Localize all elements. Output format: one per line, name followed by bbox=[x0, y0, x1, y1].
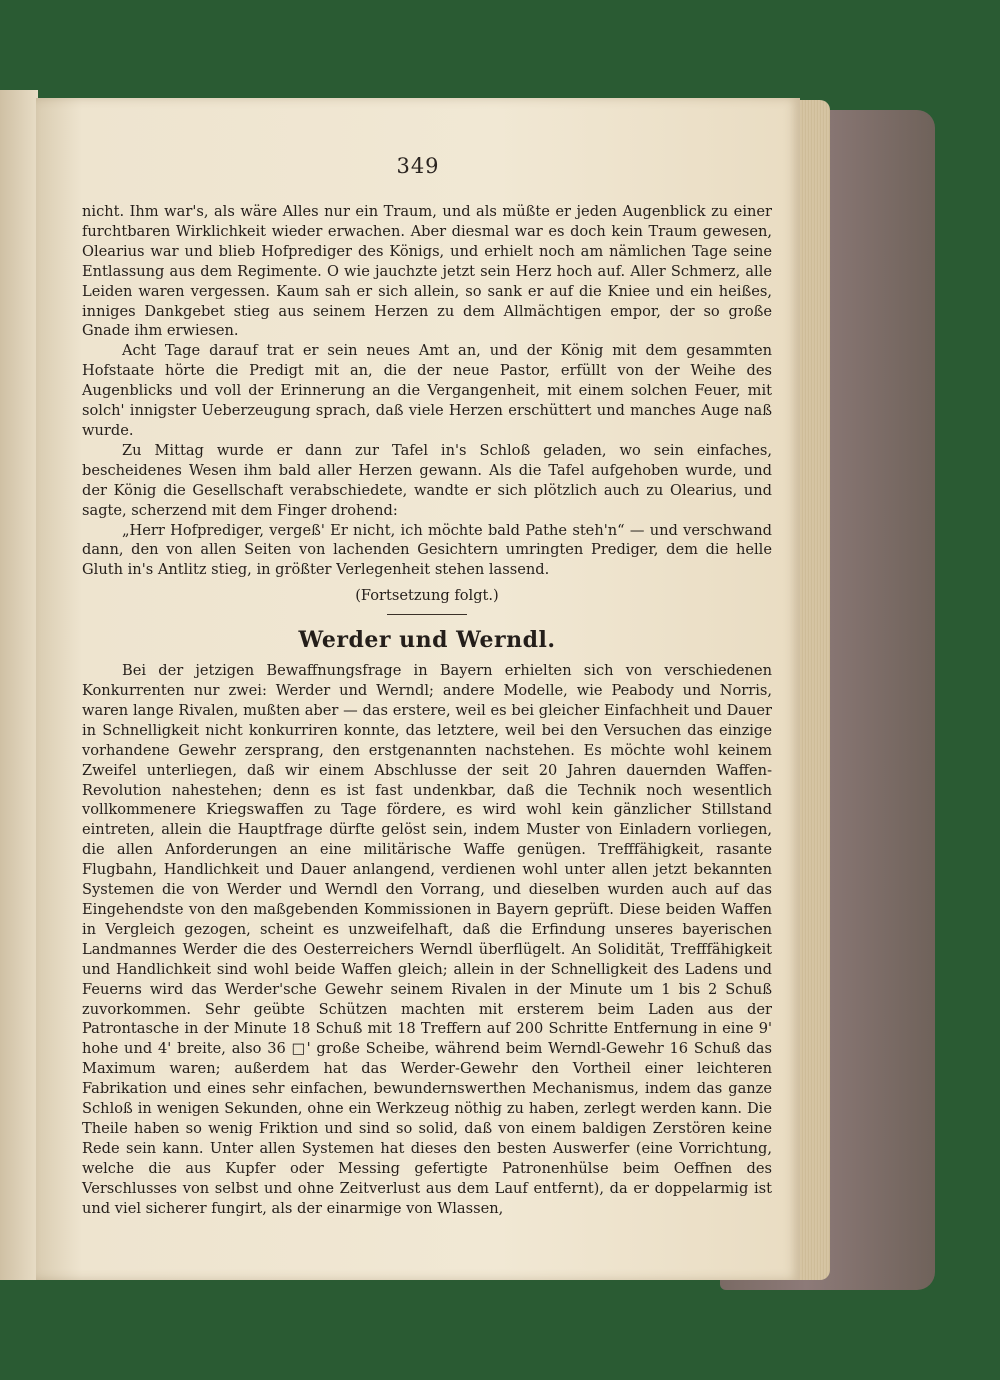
previous-page-edge bbox=[0, 90, 38, 1280]
page-number: 349 bbox=[396, 154, 440, 178]
page-text bbox=[82, 202, 772, 1219]
story-paragraph: nicht. Ihm war's, als wäre Alles nur ein Traum, und als müßte er jeden Augenblick zu einer furchtbaren Wirklichkeit wieder erwachen. Aber diesmal war es doch kein Traum gewesen, Olearius war und blieb Hofprediger des Königs, und erhielt noch am nämlichen Tage seine Entlassung aus dem Regimente. O wie jauchzte jetzt sein Herz hoch auf. Aller Schmerz, alle Leiden waren vergessen. Kaum sah er sich allein, so sank er auf die Kniee und ein heißes, inniges Dankgebet stieg aus seinem Herzen zu dem Allmächtigen empor, der so große Gnade ihm erwiesen. bbox=[82, 203, 772, 340]
story-paragraph: „Herr Hofprediger, vergeß' Er nicht, ich möchte bald Pathe steh'n“ — und verschwand dann, den von allen Seiten von lachenden Gesichtern umringten Prediger, dem die helle Gluth in's Antlitz stieg, in größter Verlegenheit stehen lassend. bbox=[82, 521, 772, 579]
story-paragraph: Acht Tage darauf trat er sein neues Amt an, und der König mit dem gesammten Hofstaate hörte die Predigt mit an, die der neue Pastor, erfüllt von der Weihe des Augenblicks und voll der Erinnerung an die Vergangenheit, mit einem solchen Feuer, mit solch' innigster Ueberzeugung sprach, daß viele Herzen erschüttert und manches Auge naß wurde. bbox=[82, 342, 772, 439]
book-page bbox=[36, 98, 800, 1280]
continued-note: (Fortsetzung folgt.) bbox=[355, 587, 499, 605]
article-title: Werder und Werndl. bbox=[298, 627, 556, 654]
article-paragraph: Bei der jetzigen Bewaffnungsfrage in Bayern erhielten sich von verschiedenen Konkurrenten nur zwei: Werder und Werndl; andere Modelle, wie Peabody und Norris, waren lange Rivalen, mußten aber — das erstere, weil es bei gleicher Einfachheit und Dauer in Schnelligkeit nicht konkurriren konnte, das letztere, weil bei den Versuchen das einzige vorhandene Gewehr zersprang, den erstgenannten nachstehen. Es möchte wohl keinem Zweifel unterliegen, daß wir einem Abschlusse der seit 20 Jahren dauernden Waffen-Revolution nahestehen; denn es ist fast undenkbar, daß die Technik noch wesentlich vollkommenere Kriegswaffen zu Tage fördere, es wird wohl kein gänzlicher Stillstand eintreten, allein die Hauptfrage dürfte gelöst sein, indem Muster von Einladern vorliegen, die allen Anforderungen an eine militärische Waffe genügen. Trefffähigkeit, rasante Flugbahn, Handlichkeit und Dauer anlangend, verdienen wohl unter allen jetzt bekannten Systemen die von Werder und Werndl den Vorrang, und dieselben wurden auch auf das Eingehendste von den maßgebenden Kommissionen in Bayern geprüft. Diese beiden Waffen in Vergleich gezogen, scheint es unzweifelhaft, daß die Erfindung unseres bayerischen Landmannes Werder die des Oesterreichers Werndl überflügelt. An Solidität, Trefffähigkeit und Handlichkeit sind wohl beide Waffen gleich; allein in der Schnelligkeit des Ladens und Feuerns wird das Werder'sche Gewehr seinem Rivalen in der Minute um 1 bis 2 Schuß zuvorkommen. Sehr geübte Schützen machten mit ersterem beim Laden aus der Patrontasche in der Minute 18 Schuß mit 18 Treffern auf 200 Schritte Entfernung in eine 9' hohe und 4' breite, also 36 □' große Scheibe, während beim Werndl-Gewehr 16 Schuß das Maximum waren; außerdem hat das Werder-Gewehr den Vortheil einer leichteren Fabrikation und eines sehr einfachen, bewundernswerthen Mechanismus, indem das ganze Schloß in wenigen Sekunden, ohne ein Werkzeug nöthig zu haben, zerlegt werden kann. Die Theile haben so wenig Friktion und sind so solid, daß von einem baldigen Zerstören keine Rede sein kann. Unter allen Systemen hat dieses den besten Auswerfer (eine Vorrichtung, welche die aus Kupfer oder Messing gefertigte Patronenhülse beim Oeffnen des Verschlusses von selbst und ohne Zeitverlust aus dem Lauf entfernt), da er doppelarmig ist und viel sicherer fungirt, als der einarmige von Wlassen, bbox=[82, 662, 772, 1217]
section-divider bbox=[387, 614, 467, 615]
story-paragraph: Zu Mittag wurde er dann zur Tafel in's Schloß geladen, wo sein einfaches, bescheidenes Wesen ihm bald aller Herzen gewann. Als die Tafel aufgehoben wurde, und der König die Gesellschaft verabschiedete, wandte er sich plötzlich auch zu Olearius, und sagte, scherzend mit dem Finger drohend: bbox=[82, 441, 772, 519]
